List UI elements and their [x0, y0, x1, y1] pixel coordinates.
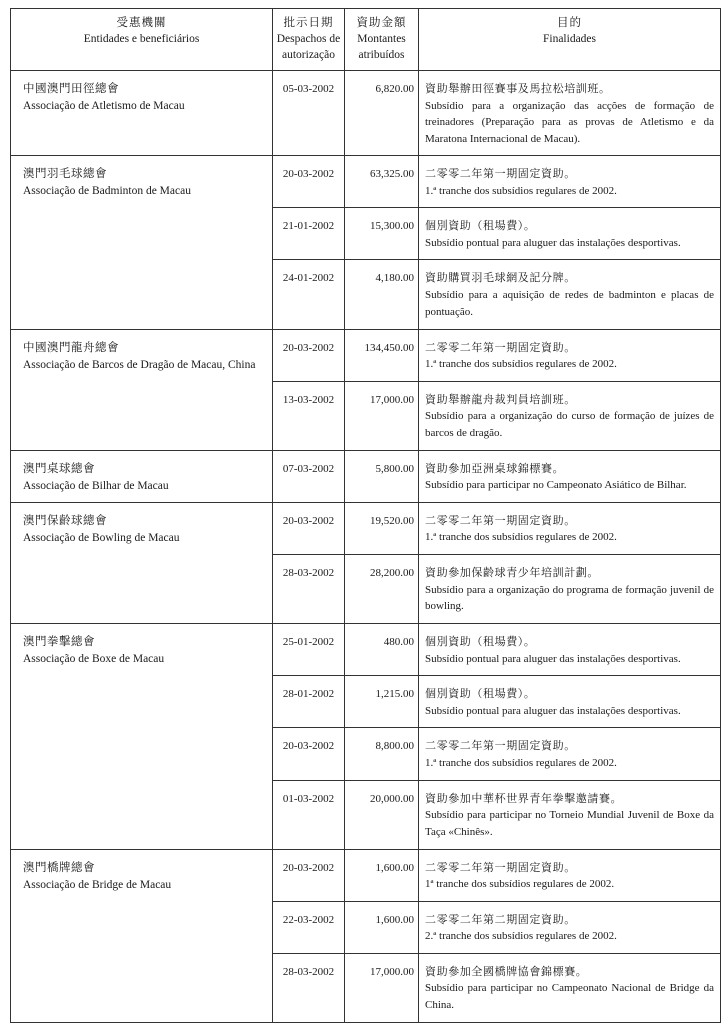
authorization-date: 05-03-2002	[273, 71, 345, 156]
purpose-cell	[419, 676, 721, 728]
subsidy-table-page	[10, 8, 720, 1024]
entity-name-pt: Associação de Bilhar de Macau	[23, 479, 169, 492]
table-row	[11, 502, 721, 554]
entity-cell	[11, 624, 273, 850]
entity-cell	[11, 329, 273, 450]
header-amounts-zh: 資助金額	[356, 17, 407, 29]
entity-name-pt: Associação de Barcos de Dragão de Macau, China	[23, 358, 256, 371]
entity-name-pt: Associação de Bowling de Macau	[23, 531, 180, 544]
purpose-pt: Subsídio para participar no Campeonato Nacional de Bridge da China.	[425, 982, 714, 1012]
header-dates	[273, 9, 345, 71]
purpose-cell	[419, 624, 721, 676]
entity-name-zh: 澳門羽毛球總會	[23, 168, 107, 181]
purpose-pt: Subsídio pontual para aluguer das instalações desportivas.	[425, 704, 681, 717]
table-row	[11, 849, 721, 901]
authorization-date: 20-03-2002	[273, 849, 345, 901]
subsidy-amount: 15,300.00	[345, 208, 419, 260]
header-entities	[11, 9, 273, 71]
entity-cell	[11, 502, 273, 623]
purpose-cell	[419, 260, 721, 329]
purpose-pt: Subsídio pontual para aluguer das instalações desportivas.	[425, 652, 681, 665]
authorization-date: 20-03-2002	[273, 502, 345, 554]
entity-name-pt: Associação de Badminton de Macau	[23, 185, 191, 198]
purpose-zh: 二零零二年第二期固定資助。	[425, 913, 576, 926]
purpose-cell	[419, 208, 721, 260]
subsidy-amount: 5,800.00	[345, 450, 419, 502]
subsidy-amount: 28,200.00	[345, 555, 419, 624]
purpose-zh: 個別資助（租場費）。	[425, 688, 536, 701]
authorization-date: 28-01-2002	[273, 676, 345, 728]
entity-name-zh: 中國澳門田徑總會	[23, 83, 119, 95]
purpose-pt: 1.ª tranche dos subsídios regulares de 2002.	[425, 184, 617, 197]
subsidy-table	[10, 8, 721, 1023]
subsidy-amount: 8,800.00	[345, 728, 419, 780]
subsidy-amount: 20,000.00	[345, 780, 419, 849]
purpose-pt: Subsídio para a organização do programa de formação juvenil de bowling.	[425, 583, 714, 613]
entity-cell	[11, 450, 273, 502]
purpose-pt: Subsídio para participar no Torneio Mundial Juvenil de Boxe da Taça «Chinês».	[425, 809, 714, 838]
entity-cell	[11, 71, 273, 156]
purpose-cell	[419, 381, 721, 450]
table-row	[11, 450, 721, 502]
subsidy-amount: 134,450.00	[345, 329, 419, 381]
authorization-date: 28-03-2002	[273, 953, 345, 1022]
header-entities-zh: 受惠機關	[116, 17, 167, 29]
purpose-pt: Subsídio para a organização do curso de formação de juízes de barcos de dragão.	[425, 410, 714, 439]
purpose-pt: 1.ª tranche dos subsídios regulares de 2002.	[425, 531, 617, 544]
purpose-zh: 個別資助（租場費）。	[425, 220, 536, 233]
purpose-cell	[419, 450, 721, 502]
header-purposes	[419, 9, 721, 71]
entity-cell	[11, 849, 273, 1022]
purpose-zh: 二零零二年第一期固定資助。	[425, 341, 576, 354]
purpose-cell	[419, 71, 721, 156]
purpose-zh: 二零零二年第一期固定資助。	[425, 861, 576, 874]
purpose-pt: Subsídio pontual para aluguer das instalações desportivas.	[425, 236, 681, 249]
entity-name-zh: 澳門橋牌總會	[23, 861, 95, 874]
purpose-pt: 2.ª tranche dos subsídios regulares de 2002.	[425, 930, 617, 943]
entity-cell	[11, 156, 273, 329]
subsidy-amount: 4,180.00	[345, 260, 419, 329]
subsidy-amount: 19,520.00	[345, 502, 419, 554]
purpose-cell	[419, 901, 721, 953]
purpose-pt: Subsídio para participar no Campeonato Asiático de Bilhar.	[425, 479, 687, 492]
purpose-pt: Subsídio para a organização das acções de formação de treinadores (Preparação para as provas de Atletismo e da Maratona Internacional de Macau).	[425, 99, 714, 145]
purpose-cell	[419, 329, 721, 381]
subsidy-amount: 1,600.00	[345, 901, 419, 953]
purpose-zh: 資助參加亞洲桌球錦標賽。	[425, 462, 565, 475]
authorization-date: 20-03-2002	[273, 156, 345, 208]
purpose-cell	[419, 502, 721, 554]
purpose-cell	[419, 156, 721, 208]
authorization-date: 20-03-2002	[273, 728, 345, 780]
purpose-cell	[419, 953, 721, 1022]
authorization-date: 20-03-2002	[273, 329, 345, 381]
subsidy-amount: 63,325.00	[345, 156, 419, 208]
table-header-row	[11, 9, 721, 71]
authorization-date: 07-03-2002	[273, 450, 345, 502]
purpose-pt: Subsídio para a aquisição de redes de badminton e placas de pontuação.	[425, 288, 714, 318]
authorization-date: 24-01-2002	[273, 260, 345, 329]
subsidy-amount: 480.00	[345, 624, 419, 676]
purpose-cell	[419, 849, 721, 901]
authorization-date: 01-03-2002	[273, 780, 345, 849]
purpose-cell	[419, 780, 721, 849]
header-dates-pt: Despachos de autorização	[276, 33, 341, 61]
purpose-zh: 資助購買羽毛球網及記分牌。	[425, 272, 576, 285]
table-body	[11, 71, 721, 1023]
purpose-zh: 資助舉辦田徑賽事及馬拉松培訓班。	[425, 83, 611, 95]
purpose-zh: 資助舉辦龍舟裁判員培訓班。	[425, 393, 576, 406]
purpose-zh: 資助參加中華杯世界青年拳擊邀請賽。	[425, 792, 623, 805]
authorization-date: 28-03-2002	[273, 555, 345, 624]
table-row	[11, 71, 721, 156]
purpose-zh: 二零零二年第一期固定資助。	[425, 740, 576, 753]
purpose-zh: 個別資助（租場費）。	[425, 636, 536, 649]
header-amounts	[345, 9, 419, 71]
subsidy-amount: 17,000.00	[345, 953, 419, 1022]
header-purposes-pt: Finalidades	[542, 33, 597, 45]
subsidy-amount: 6,820.00	[345, 71, 419, 156]
entity-name-pt: Associação de Bridge de Macau	[23, 878, 172, 891]
entity-name-pt: Associação de Atletismo de Macau	[23, 100, 185, 112]
header-dates-zh: 批示日期	[283, 17, 334, 29]
purpose-pt: 1ª tranche dos subsídios regulares de 2002.	[425, 878, 615, 891]
purpose-cell	[419, 728, 721, 780]
header-amounts-pt: Montantes atribuídos	[357, 33, 406, 61]
table-row	[11, 329, 721, 381]
authorization-date: 25-01-2002	[273, 624, 345, 676]
purpose-zh: 資助參加全國橋牌協會錦標賽。	[425, 965, 588, 978]
subsidy-amount: 1,600.00	[345, 849, 419, 901]
entity-name-zh: 澳門保齡球總會	[23, 514, 107, 527]
purpose-zh: 二零零二年第一期固定資助。	[425, 514, 576, 527]
purpose-zh: 二零零二年第一期固定資助。	[425, 168, 576, 181]
authorization-date: 22-03-2002	[273, 901, 345, 953]
authorization-date: 13-03-2002	[273, 381, 345, 450]
entity-name-pt: Associação de Boxe de Macau	[23, 653, 165, 666]
purpose-pt: 1.ª tranche dos subsídios regulares de 2002.	[425, 756, 617, 769]
purpose-cell	[419, 555, 721, 624]
table-row	[11, 156, 721, 208]
authorization-date: 21-01-2002	[273, 208, 345, 260]
purpose-pt: 1.ª tranche dos subsídios regulares de 2002.	[425, 358, 617, 371]
header-purposes-zh: 目的	[557, 17, 582, 29]
entity-name-zh: 澳門拳擊總會	[23, 636, 95, 649]
table-row	[11, 624, 721, 676]
purpose-zh: 資助參加保齡球青少年培訓計劃。	[425, 567, 599, 579]
entity-name-zh: 中國澳門龍舟總會	[23, 341, 119, 354]
subsidy-amount: 1,215.00	[345, 676, 419, 728]
subsidy-amount: 17,000.00	[345, 381, 419, 450]
entity-name-zh: 澳門桌球總會	[23, 462, 95, 475]
header-entities-pt: Entidades e beneficiários	[83, 33, 200, 45]
